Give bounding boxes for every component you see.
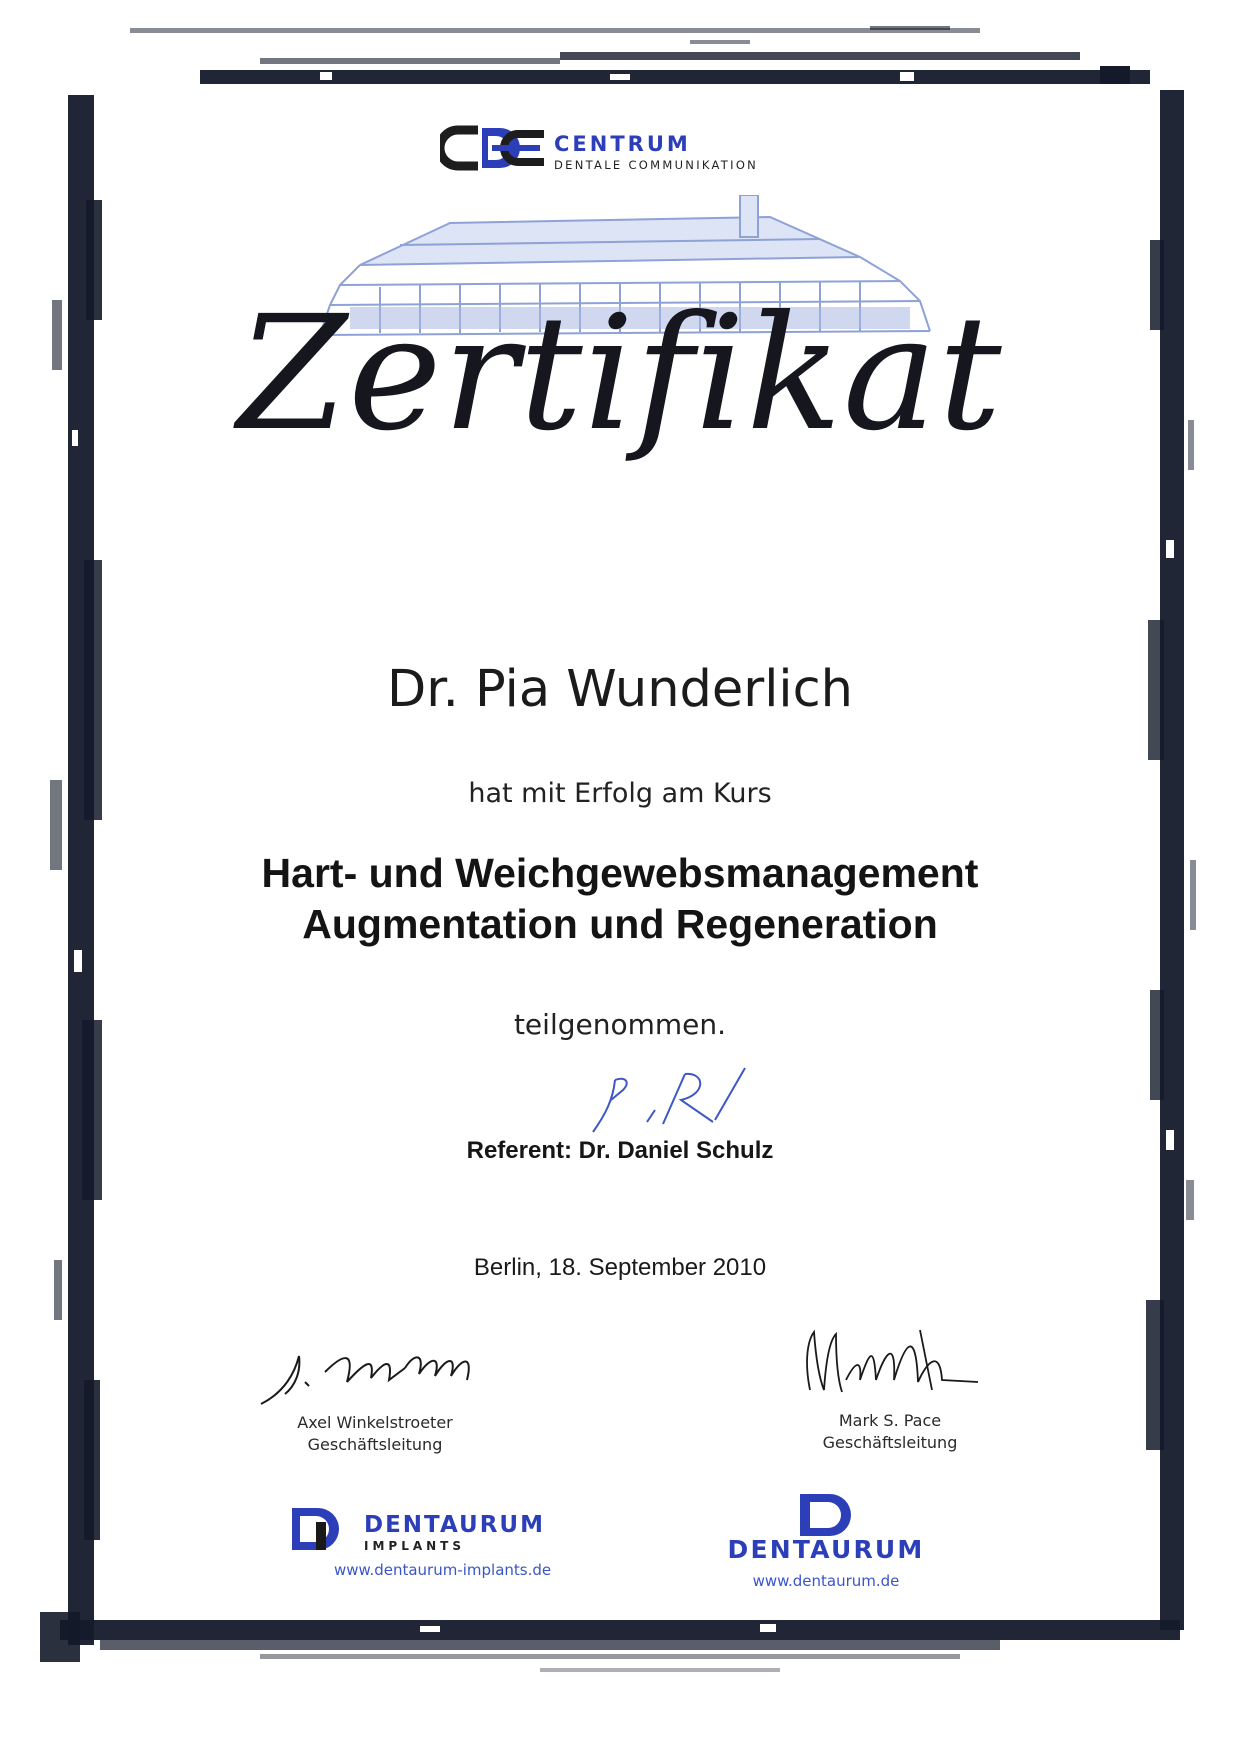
intro-text: hat mit Erfolg am Kurs [468, 778, 772, 809]
outro-text: teilgenommen. [513, 1008, 727, 1041]
dc-monogram-icon [440, 118, 550, 178]
dentaurum-logo-name: DENTAURUM [727, 1535, 925, 1564]
centrum-logo [440, 118, 840, 178]
signatory-left-role: Geschäftsleitung [307, 1435, 443, 1454]
centrum-logo-name: CENTRUM [554, 132, 691, 156]
signatory-left-name: Axel Winkelstroeter [297, 1413, 453, 1432]
centrum-logo-subtitle: DENTALE COMMUNIKATION [554, 158, 759, 172]
signature-pace [790, 1320, 990, 1410]
course-title [0, 848, 1240, 950]
course-title-line-2: Augmentation und Regeneration [302, 901, 938, 947]
certificate-title: Zertifikat [237, 282, 1003, 466]
implants-logo-name: DENTAURUM [364, 1512, 545, 1538]
place-and-date: Berlin, 18. September 2010 [473, 1254, 767, 1281]
signature-winkelstroeter [255, 1342, 495, 1412]
signatory-right-name: Mark S. Pace [838, 1411, 942, 1430]
referent-name: Referent: Dr. Daniel Schulz [466, 1137, 774, 1164]
dentaurum-logo [676, 1494, 976, 1594]
course-title-line-1: Hart- und Weichgewebsmanagement [261, 850, 979, 896]
signatory-right-role: Geschäftsleitung [822, 1433, 958, 1452]
implants-logo-subtitle: IMPLANTS [364, 1539, 466, 1553]
signature-left [245, 1342, 505, 1456]
referent-signature [585, 1060, 755, 1140]
signature-right [770, 1320, 1010, 1454]
dentaurum-d-mark-icon [786, 1494, 866, 1536]
implants-website-link[interactable]: www.dentaurum-implants.de [334, 1561, 552, 1579]
dentaurum-implants-mark-icon [292, 1508, 348, 1550]
dentaurum-implants-logo [292, 1508, 612, 1588]
dentaurum-website-link[interactable]: www.dentaurum.de [752, 1572, 900, 1590]
recipient-name: Dr. Pia Wunderlich [387, 660, 853, 719]
